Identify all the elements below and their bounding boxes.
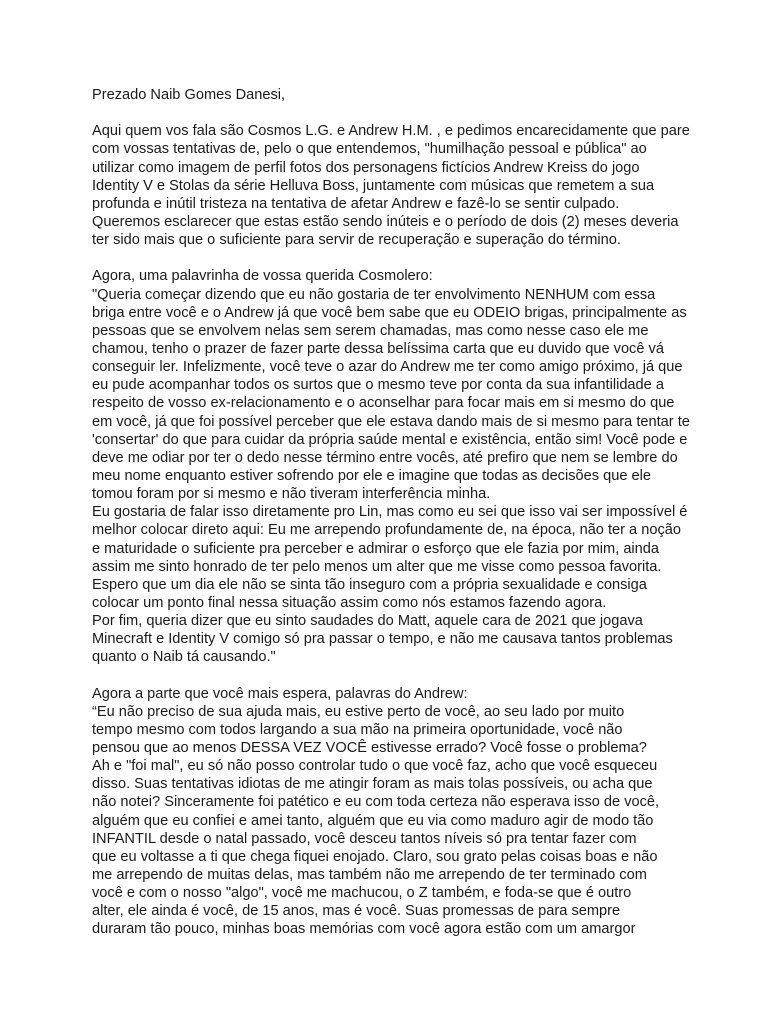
text-line: 'consertar' do que para cuidar da própria saúde mental e existência, então sim! Você pode e xyxy=(92,431,688,448)
text-line: assim me sinto honrado de ter pelo menos um alter que me visse como pessoa favorita. xyxy=(92,558,662,575)
text-line: pensou que ao menos DESSA VEZ VOCÊ estivesse errado? Você fosse o problema? xyxy=(92,740,647,757)
text-line: alguém que eu confiei e amei tanto, alguém que eu via como maduro agir de modo tão xyxy=(92,812,654,829)
text-line: INFANTIL desde o natal passado, você desceu tantos níveis só pra tentar fazer com xyxy=(92,830,637,847)
paragraph-spacer xyxy=(92,667,692,685)
text-line: “Eu não preciso de sua ajuda mais, eu estive perto de você, ao seu lado por muito xyxy=(92,703,625,720)
text-line: Por fim, queria dizer que eu sinto saudades do Matt, aquele cara de 2021 que jogava xyxy=(92,613,643,630)
text-line: com vossas tentativas de, pelo o que entendemos, "humilhação pessoal e pública" ao xyxy=(92,141,647,158)
text-line: alter, ele ainda é você, de 15 anos, mas é você. Suas promessas de para sempre xyxy=(92,903,621,920)
text-line: profunda e inútil tristeza na tentativa de afetar Andrew e fazê-lo se sentir culpado. xyxy=(92,195,620,212)
text-line: em você, já que foi possível perceber que ele estava dando mais de si mesmo para tentar te xyxy=(92,413,690,430)
paragraph-andrew xyxy=(92,685,692,939)
text-line: "Queria começar dizendo que eu não gostaria de ter envolvimento NENHUM com essa xyxy=(92,286,656,303)
text-line: disso. Suas tentativas idiotas de me atingir foram as mais tolas possíveis, ou acha que xyxy=(92,776,653,793)
paragraph-cosmolero xyxy=(92,267,692,666)
text-line: me arrependo de muitas delas, mas também não me arrependo de ter terminado com xyxy=(92,867,647,884)
text-line: quanto o Naib tá causando." xyxy=(92,649,276,666)
paragraph-spacer xyxy=(92,104,692,122)
letter-greeting: Prezado Naib Gomes Danesi, xyxy=(92,87,286,103)
text-line: Espero que um dia ele não se sinta tão inseguro com a própria sexualidade e consiga xyxy=(92,576,647,593)
text-line: conseguir ler. Infelizmente, você teve o azar do Andrew me ter como amigo próximo, já que xyxy=(92,359,683,376)
text-line: não notei? Sinceramente foi patético e eu com toda certeza não esperava isso de você, xyxy=(92,794,660,811)
text-line: colocar um ponto final nessa situação assim como nós estamos fazendo agora. xyxy=(92,594,607,611)
text-line: Identity V e Stolas da série Helluva Boss, juntamente com músicas que remetem a sua xyxy=(92,177,655,194)
text-line: Minecraft e Identity V comigo só pra passar o tempo, e não me causava tantos problemas xyxy=(92,631,673,648)
text-line: Agora, uma palavrinha de vossa querida Cosmolero: xyxy=(92,268,433,285)
text-line: você e com o nosso "algo", você me machucou, o Z também, e foda-se que é outro xyxy=(92,885,632,902)
text-line: tempo mesmo com todos largando a sua mão na primeira oportunidade, você não xyxy=(92,721,623,738)
text-line: pessoas que se envolvem nelas sem serem chamadas, mas como nesse caso ele me xyxy=(92,322,649,339)
text-line: ter sido mais que o suficiente para servir de recuperação e superação do término. xyxy=(92,232,621,249)
text-line: chamou, tenho o prazer de fazer parte dessa belíssima carta que eu duvido que você vá xyxy=(92,340,664,357)
text-line: Queremos esclarecer que estas estão sendo inúteis e o período de dois (2) meses deveria xyxy=(92,213,679,230)
text-line: Aqui quem vos fala são Cosmos L.G. e Andrew H.M. , e pedimos encarecidamente que pare xyxy=(92,123,690,140)
text-line: melhor colocar direto aqui: Eu me arrependo profundamente de, na época, não ter a noção xyxy=(92,522,681,539)
text-line: duraram tão pouco, minhas boas memórias com você agora estão com um amargor xyxy=(92,921,636,938)
text-line: Ah e "foi mal", eu só não posso controlar tudo o que você faz, acho que você esqueceu xyxy=(92,758,658,775)
text-line: briga entre você e o Andrew já que você bem sabe que eu ODEIO brigas, principalmente as xyxy=(92,304,687,321)
letter-body xyxy=(92,86,692,939)
text-line: que eu voltasse a ti que chega fiquei enojado. Claro, sou grato pelas coisas boas e não xyxy=(92,848,658,865)
text-line: Eu gostaria de falar isso diretamente pro Lin, mas como eu sei que isso vai ser impossível é xyxy=(92,504,688,521)
text-line: deve me odiar por ter o dedo nesse término entre vocês, até prefiro que nem se lembre do xyxy=(92,449,678,466)
text-line: e maturidade o suficiente pra perceber e admirar o esforço que ele fazia por mim, ainda xyxy=(92,540,660,557)
text-line: utilizar como imagem de perfil fotos dos personagens fictícios Andrew Kreiss do jogo xyxy=(92,159,640,176)
paragraph-intro xyxy=(92,122,692,249)
text-line: tomou foram por si mesmo e não tiveram interferência minha. xyxy=(92,486,491,503)
paragraph-spacer xyxy=(92,249,692,267)
text-line: meu nome enquanto estiver sofrendo por ele e imagine que todas as decisões que ele xyxy=(92,467,651,484)
text-line: Agora a parte que você mais espera, palavras do Andrew: xyxy=(92,685,468,702)
text-line: respeito de vosso ex-relacionamento e o aconselhar para focar mais em si mesmo do que xyxy=(92,395,675,412)
text-line: eu pude acompanhar todos os surtos que o mesmo teve por conta da sua infantilidade a xyxy=(92,377,664,394)
